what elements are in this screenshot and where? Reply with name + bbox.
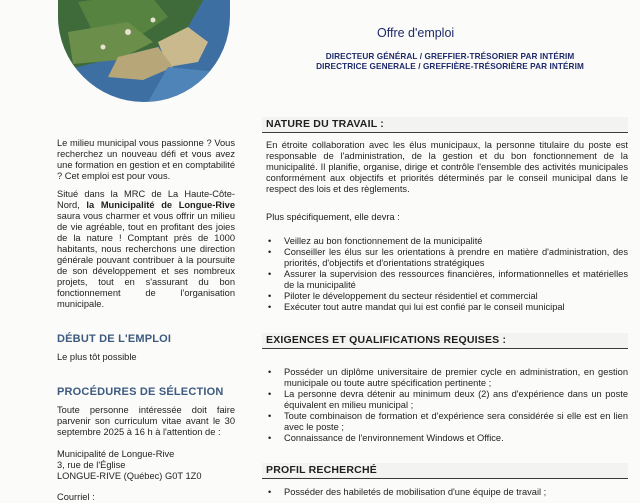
section-header-profil bbox=[262, 463, 628, 479]
exigences-bullet-list bbox=[266, 367, 628, 444]
bullet-icon: • bbox=[268, 269, 272, 279]
nature-bullet-list bbox=[266, 236, 628, 313]
profil-heading: PROFIL RECHERCHÉ bbox=[266, 464, 377, 476]
bullet-icon: • bbox=[268, 247, 272, 257]
municipality-name: la Municipalité de Longue-Rive bbox=[86, 200, 235, 210]
nature-paragraph: En étroite collaboration avec les élus municipaux, la personne titulaire du poste est responsable de l'administration, de la gestion et du bon fonctionnement de la municipalité. Il planifie, organise, dirige et contrôle l'ensemble des activités municipales conformément aux objectifs et priorités déterminés par le conseil municipal dans le respect des lois et des règlements. bbox=[266, 140, 628, 194]
right-column bbox=[262, 0, 640, 500]
aerial-photo bbox=[58, 0, 230, 102]
start-heading: DÉBUT DE L'EMPLOI bbox=[57, 333, 172, 345]
list-item: • Assurer la supervision des ressources financières, informationnelles et matérielles de la municipalité bbox=[268, 269, 628, 290]
intro-text: Le milieu municipal vous passionne ? Vous recherchez un nouveau défi et vous avez une formation en gestion et en comptabilité ? Cet emploi est pour vous. bbox=[57, 138, 235, 181]
nature-heading: NATURE DU TRAVAIL : bbox=[266, 118, 384, 130]
list-item: • Connaissance de l'environnement Windows et Office. bbox=[268, 433, 504, 443]
section-header-nature bbox=[262, 117, 628, 133]
bullet-icon: • bbox=[268, 291, 272, 301]
email-label: Courriel : bbox=[57, 492, 95, 502]
left-column bbox=[0, 0, 250, 500]
municipality-description: Situé dans la MRC de La Haute-Côte-Nord, la Municipalité de Longue-Rive saura vous charmer et vous offrir un milieu de vie agréable, tout en profitant des joies de la nature ! Comptant près de 1000 habitants, nous recherchons une direction générale pouvant contribuer à la poursuite de son développement et ses nombreux projets, tout en s'assurant du bon fonctionnement de l'organisation municipale. bbox=[57, 189, 235, 309]
list-item: • Veillez au bon fonctionnement de la municipalité bbox=[268, 236, 483, 246]
bullet-icon: • bbox=[268, 411, 272, 421]
list-item: • Toute combinaison de formation et d'expérience sera considérée si elle est en lien avec le poste ; bbox=[268, 411, 628, 432]
nature-lead: Plus spécifiquement, elle devra : bbox=[266, 212, 400, 222]
procedures-text: Toute personne intéressée doit faire parvenir son curriculum vitae avant le 30 septembre 2025 à 16 h à l'attention de : bbox=[57, 405, 235, 437]
list-item: • Exécuter tout autre mandat qui lui est confié par le conseil municipal bbox=[268, 302, 565, 312]
list-item: • Piloter le développement du secteur résidentiel et commercial bbox=[268, 291, 538, 301]
bullet-icon: • bbox=[268, 367, 272, 377]
job-title-masculine: DIRECTEUR GÉNÉRAL / GREFFIER-TRÉSORIER PAR INTÉRIM bbox=[325, 52, 575, 61]
list-item: • Posséder des habiletés de mobilisation d'une équipe de travail ; bbox=[268, 487, 547, 497]
procedures-heading: PROCÉDURES DE SÉLECTION bbox=[57, 386, 224, 398]
bullet-icon: • bbox=[268, 487, 272, 497]
address-line-2: 3, rue de l'Église bbox=[57, 460, 126, 470]
page-title: Offre d'emploi bbox=[377, 26, 455, 40]
bullet-icon: • bbox=[268, 236, 272, 246]
job-title-feminine: DIRECTRICE GENERALE / GREFFIÈRE-TRÉSORIÈRE PAR INTÉRIM bbox=[316, 62, 584, 71]
list-item: • Posséder un diplôme universitaire de premier cycle en administration, en gestion municipale ou toute autre spécification pertinente ; bbox=[268, 367, 628, 388]
list-item: • Conseiller les élus sur les orientations à prendre en matière d'administration, des priorités, d'objectifs et d'orientations stratégiques bbox=[268, 247, 628, 268]
profil-bullet-list bbox=[266, 487, 628, 498]
section-header-exigences bbox=[262, 333, 628, 349]
start-text: Le plus tôt possible bbox=[57, 352, 137, 362]
address-line-3: LONGUE-RIVE (Québec) G0T 1Z0 bbox=[57, 471, 202, 481]
bullet-icon: • bbox=[268, 389, 272, 399]
exigences-heading: EXIGENCES ET QUALIFICATIONS REQUISES : bbox=[266, 334, 507, 346]
bullet-icon: • bbox=[268, 433, 272, 443]
bullet-icon: • bbox=[268, 302, 272, 312]
address-line-1: Municipalité de Longue-Rive bbox=[57, 449, 175, 459]
list-item: • La personne devra détenir au minimum deux (2) ans d'expérience dans un poste équivalent en milieu municipal ; bbox=[268, 389, 628, 410]
